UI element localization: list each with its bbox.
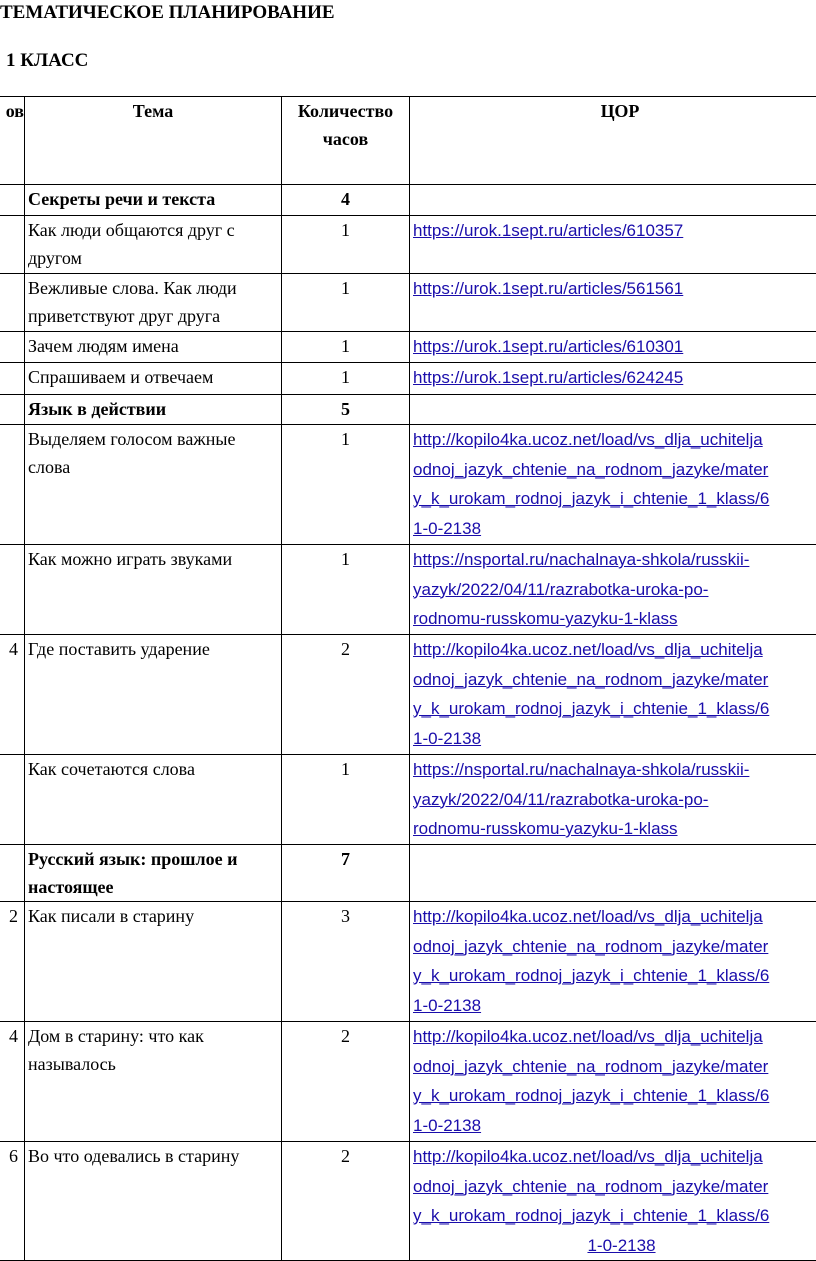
resource-link[interactable]: odnoj_jazyk_chtenie_na_rodnom_jazyke/mater <box>413 1172 816 1202</box>
resource-cell <box>410 902 816 1022</box>
header-resource: ЦОР <box>410 97 816 185</box>
row-number <box>0 425 25 545</box>
page-title: ТЕМАТИЧЕСКОЕ ПЛАНИРОВАНИЕ <box>0 2 335 24</box>
resource-link[interactable]: rodnomu-russkomu-yazyku-1-klass <box>413 604 816 634</box>
lesson-theme: Дом в старину: что как называлось <box>25 1022 282 1142</box>
section-title: Язык в действии <box>25 395 282 425</box>
header-theme: Тема <box>25 97 282 185</box>
resource-link[interactable]: rodnomu-russkomu-yazyku-1-klass <box>413 814 816 844</box>
row-number <box>0 395 25 425</box>
resource-cell <box>410 216 816 274</box>
table-row <box>0 545 816 635</box>
planning-table <box>0 96 816 1261</box>
row-number <box>0 363 25 395</box>
resource-cell <box>410 425 816 545</box>
resource-link[interactable]: 1-0-2138 <box>413 991 816 1021</box>
table-row <box>0 1142 816 1261</box>
section-title: Секреты речи и текста <box>25 185 282 216</box>
resource-link[interactable]: https://nsportal.ru/nachalnaya-shkola/russkii- <box>413 755 816 785</box>
hours-count: 2 <box>282 1142 410 1261</box>
row-number <box>0 274 25 332</box>
resource-link[interactable]: 1-0-2138 <box>413 1231 816 1261</box>
resource-link[interactable]: 1-0-2138 <box>413 1111 816 1141</box>
table-row <box>0 332 816 363</box>
section-title: Русский язык: прошлое и настоящее <box>25 845 282 902</box>
resource-link[interactable]: https://nsportal.ru/nachalnaya-shkola/russkii- <box>413 545 816 575</box>
row-number <box>0 185 25 216</box>
resource-cell <box>410 635 816 755</box>
row-number: 4 <box>0 1022 25 1142</box>
hours-count: 2 <box>282 1022 410 1142</box>
row-number <box>0 545 25 635</box>
lesson-theme: Зачем людям имена <box>25 332 282 363</box>
hours-count: 1 <box>282 755 410 845</box>
lesson-theme: Где поставить ударение <box>25 635 282 755</box>
hours-count: 1 <box>282 425 410 545</box>
resource-link[interactable]: odnoj_jazyk_chtenie_na_rodnom_jazyke/mater <box>413 665 816 695</box>
row-number <box>0 332 25 363</box>
resource-link[interactable]: odnoj_jazyk_chtenie_na_rodnom_jazyke/mater <box>413 932 816 962</box>
resource-link[interactable]: http://kopilo4ka.ucoz.net/load/vs_dlja_uchitelja <box>413 902 816 932</box>
lesson-theme: Спрашиваем и отвечаем <box>25 363 282 395</box>
row-number <box>0 845 25 902</box>
resource-cell <box>410 363 816 395</box>
resource-cell <box>410 332 816 363</box>
table-row <box>0 755 816 845</box>
resource-link[interactable]: yazyk/2022/04/11/razrabotka-uroka-po- <box>413 785 816 815</box>
resource-cell <box>410 1022 816 1142</box>
hours-count: 5 <box>282 395 410 425</box>
table-row <box>0 274 816 332</box>
table-row <box>0 635 816 755</box>
row-number: 2 <box>0 902 25 1022</box>
header-number: ов <box>0 97 25 185</box>
lesson-theme: Выделяем голосом важные слова <box>25 425 282 545</box>
resource-cell <box>410 395 816 425</box>
resource-cell <box>410 274 816 332</box>
resource-link[interactable]: https://urok.1sept.ru/articles/610301 <box>413 332 816 362</box>
lesson-theme: Вежливые слова. Как люди приветствуют друг друга <box>25 274 282 332</box>
section-row <box>0 395 816 425</box>
lesson-theme: Во что одевались в старину <box>25 1142 282 1261</box>
resource-link[interactable]: https://urok.1sept.ru/articles/561561 <box>413 274 816 304</box>
lesson-theme: Как люди общаются друг с другом <box>25 216 282 274</box>
hours-count: 4 <box>282 185 410 216</box>
table-row <box>0 1022 816 1142</box>
resource-link[interactable]: https://urok.1sept.ru/articles/610357 <box>413 216 816 246</box>
resource-link[interactable]: http://kopilo4ka.ucoz.net/load/vs_dlja_uchitelja <box>413 1142 816 1172</box>
row-number <box>0 755 25 845</box>
resource-link[interactable]: 1-0-2138 <box>413 724 816 754</box>
lesson-theme: Как можно играть звуками <box>25 545 282 635</box>
lesson-theme: Как писали в старину <box>25 902 282 1022</box>
hours-count: 1 <box>282 545 410 635</box>
resource-link[interactable]: https://urok.1sept.ru/articles/624245 <box>413 363 816 393</box>
row-number: 4 <box>0 635 25 755</box>
resource-link[interactable]: http://kopilo4ka.ucoz.net/load/vs_dlja_uchitelja <box>413 635 816 665</box>
resource-cell <box>410 845 816 902</box>
table-row <box>0 425 816 545</box>
resource-link[interactable]: y_k_urokam_rodnoj_jazyk_i_chtenie_1_klass/6 <box>413 1081 816 1111</box>
resource-link[interactable]: y_k_urokam_rodnoj_jazyk_i_chtenie_1_klass/6 <box>413 694 816 724</box>
resource-link[interactable]: 1-0-2138 <box>413 514 816 544</box>
resource-cell <box>410 755 816 845</box>
resource-link[interactable]: y_k_urokam_rodnoj_jazyk_i_chtenie_1_klass/6 <box>413 961 816 991</box>
table-header-row <box>0 97 816 185</box>
resource-cell <box>410 545 816 635</box>
hours-count: 1 <box>282 332 410 363</box>
table-row <box>0 216 816 274</box>
hours-count: 7 <box>282 845 410 902</box>
hours-count: 3 <box>282 902 410 1022</box>
hours-count: 1 <box>282 216 410 274</box>
resource-link[interactable]: odnoj_jazyk_chtenie_na_rodnom_jazyke/mater <box>413 455 816 485</box>
lesson-theme: Как сочетаются слова <box>25 755 282 845</box>
hours-count: 2 <box>282 635 410 755</box>
header-hours: Количество часов <box>282 97 410 185</box>
hours-count: 1 <box>282 363 410 395</box>
resource-link[interactable]: y_k_urokam_rodnoj_jazyk_i_chtenie_1_klass/6 <box>413 484 816 514</box>
hours-count: 1 <box>282 274 410 332</box>
resource-link[interactable]: http://kopilo4ka.ucoz.net/load/vs_dlja_uchitelja <box>413 1022 816 1052</box>
table-row <box>0 902 816 1022</box>
grade-subtitle: 1 КЛАСС <box>6 50 88 72</box>
resource-link[interactable]: odnoj_jazyk_chtenie_na_rodnom_jazyke/mater <box>413 1052 816 1082</box>
resource-cell <box>410 1142 816 1261</box>
section-row <box>0 845 816 902</box>
table-row <box>0 363 816 395</box>
row-number: 6 <box>0 1142 25 1261</box>
row-number <box>0 216 25 274</box>
resource-link[interactable]: y_k_urokam_rodnoj_jazyk_i_chtenie_1_klass/6 <box>413 1201 816 1231</box>
resource-cell <box>410 185 816 216</box>
resource-link[interactable]: http://kopilo4ka.ucoz.net/load/vs_dlja_uchitelja <box>413 425 816 455</box>
resource-link[interactable]: yazyk/2022/04/11/razrabotka-uroka-po- <box>413 575 816 605</box>
section-row <box>0 185 816 216</box>
